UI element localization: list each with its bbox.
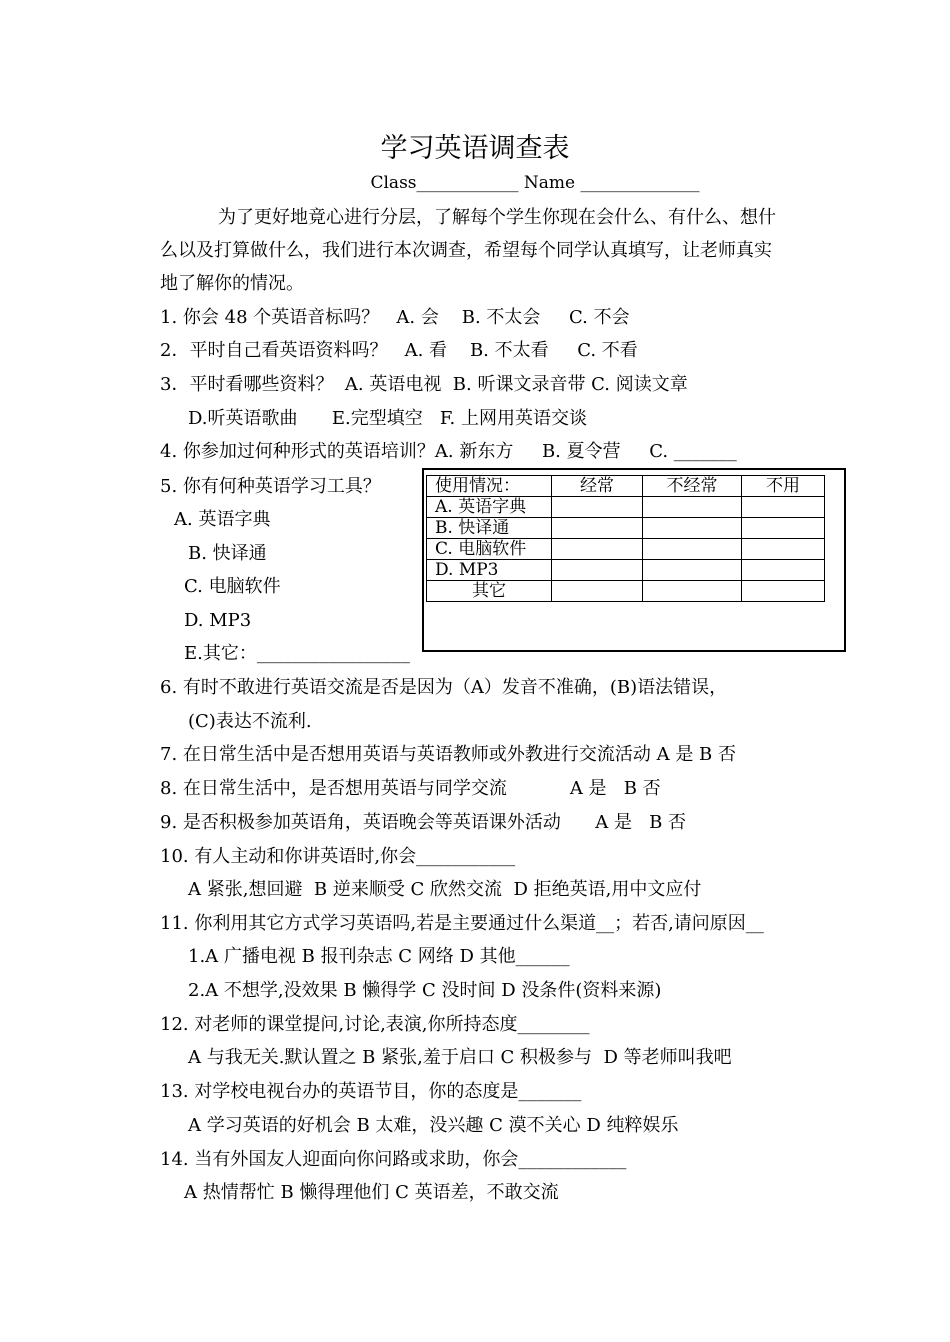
question-11: 11. 你利用其它方式学习英语吗,若是主要通过什么渠道__；若否,请问原因__ (160, 913, 764, 934)
usage-cell[interactable] (552, 581, 643, 602)
intro-line-3: 地了解你的情况。 (160, 273, 304, 294)
usage-cell[interactable] (742, 518, 825, 539)
usage-header-seldom: 不经常 (643, 476, 742, 497)
usage-cell[interactable] (643, 497, 742, 518)
question-14: 14. 当有外国友人迎面向你问路或求助，你会____________ (160, 1149, 627, 1170)
question-6: 6. 有时不敢进行英语交流是否是因为（A）发音不准确，(B)语法错误， (160, 677, 728, 698)
question-6-continued: (C)表达不流利. (188, 711, 312, 732)
table-row (427, 581, 825, 602)
usage-cell[interactable] (643, 539, 742, 560)
question-8: 8. 在日常生活中，是否想用英语与同学交流 A 是 B 否 (160, 778, 661, 799)
question-11-options-1: 1.A 广播电视 B 报刊杂志 C 网络 D 其他______ (188, 946, 570, 967)
table-row (427, 560, 825, 581)
usage-cell[interactable] (552, 497, 643, 518)
intro-line-2: 么以及打算做什么，我们进行本次调查，希望每个同学认真填写，让老师真实 (160, 240, 772, 261)
question-10: 10. 有人主动和你讲英语时,你会___________ (160, 846, 516, 867)
question-13-options: A 学习英语的好机会 B 太难，没兴趣 C 漠不关心 D 纯粹娱乐 (188, 1115, 679, 1136)
page-title: 学习英语调查表 (380, 133, 570, 164)
usage-cell[interactable] (742, 497, 825, 518)
question-7: 7. 在日常生活中是否想用英语与英语教师或外教进行交流活动 A 是 B 否 (160, 744, 737, 765)
table-row (427, 518, 825, 539)
question-9: 9. 是否积极参加英语角，英语晚会等英语课外活动 A 是 B 否 (160, 812, 687, 833)
usage-row-label: 其它 (427, 581, 552, 602)
question-5-option-a: A. 英语字典 (174, 509, 271, 530)
question-3-options: D.听英语歌曲 E.完型填空 F. 上网用英语交谈 (188, 408, 587, 429)
usage-header-often: 经常 (552, 476, 643, 497)
usage-cell[interactable] (742, 560, 825, 581)
question-5: 5. 你有何种英语学习工具？ (160, 476, 381, 497)
question-5-option-d: D. MP3 (184, 610, 252, 631)
question-4: 4. 你参加过何种形式的英语培训？A. 新东方 B. 夏令营 C. _______ (160, 441, 737, 462)
question-11-options-2: 2.A 不想学,没效果 B 懒得学 C 没时间 D 没条件(资料来源) (188, 980, 662, 1001)
usage-header-label: 使用情况： (427, 476, 552, 497)
usage-cell[interactable] (742, 581, 825, 602)
usage-table (426, 475, 825, 602)
question-13: 13. 对学校电视台办的英语节目，你的态度是_______ (160, 1081, 582, 1102)
usage-cell[interactable] (643, 581, 742, 602)
table-row (427, 497, 825, 518)
question-12-options: A 与我无关.默认置之 B 紧张,羞于启口 C 积极参与 D 等老师叫我吧 (188, 1047, 732, 1068)
question-14-options: A 热情帮忙 B 懒得理他们 C 英语差，不敢交流 (184, 1182, 559, 1203)
usage-cell[interactable] (643, 560, 742, 581)
question-2: 2．平时自己看英语资料吗？ A. 看 B. 不太看 C. 不看 (160, 340, 638, 361)
usage-row-label: A. 英语字典 (427, 497, 552, 518)
question-3: 3．平时看哪些资料？ A. 英语电视 B. 听课文录音带 C. 阅读文章 (160, 374, 688, 395)
question-12: 12. 对老师的课堂提问,讨论,表演,你所持态度________ (160, 1014, 590, 1035)
table-row (427, 539, 825, 560)
usage-row-label: D. MP3 (427, 560, 552, 581)
question-5-option-c: C. 电脑软件 (184, 576, 281, 597)
usage-cell[interactable] (742, 539, 825, 560)
question-5-option-e: E.其它：_________________ (184, 643, 410, 664)
usage-table-header-row (427, 476, 825, 497)
question-10-options: A 紧张,想回避 B 逆来顺受 C 欣然交流 D 拒绝英语,用中文应付 (188, 879, 702, 900)
usage-row-label: B. 快译通 (427, 518, 552, 539)
usage-cell[interactable] (643, 518, 742, 539)
usage-row-label: C. 电脑软件 (427, 539, 552, 560)
class-name-line: Class____________ Name ______________ (370, 173, 700, 193)
usage-header-never: 不用 (742, 476, 825, 497)
usage-cell[interactable] (552, 518, 643, 539)
usage-cell[interactable] (552, 560, 643, 581)
usage-cell[interactable] (552, 539, 643, 560)
question-1: 1. 你会 48 个英语音标吗？ A. 会 B. 不太会 C. 不会 (160, 307, 630, 328)
intro-line-1: 为了更好地竟心进行分层，了解每个学生你现在会什么、有什么、想什 (218, 207, 776, 228)
question-5-option-b: B. 快译通 (188, 543, 267, 564)
